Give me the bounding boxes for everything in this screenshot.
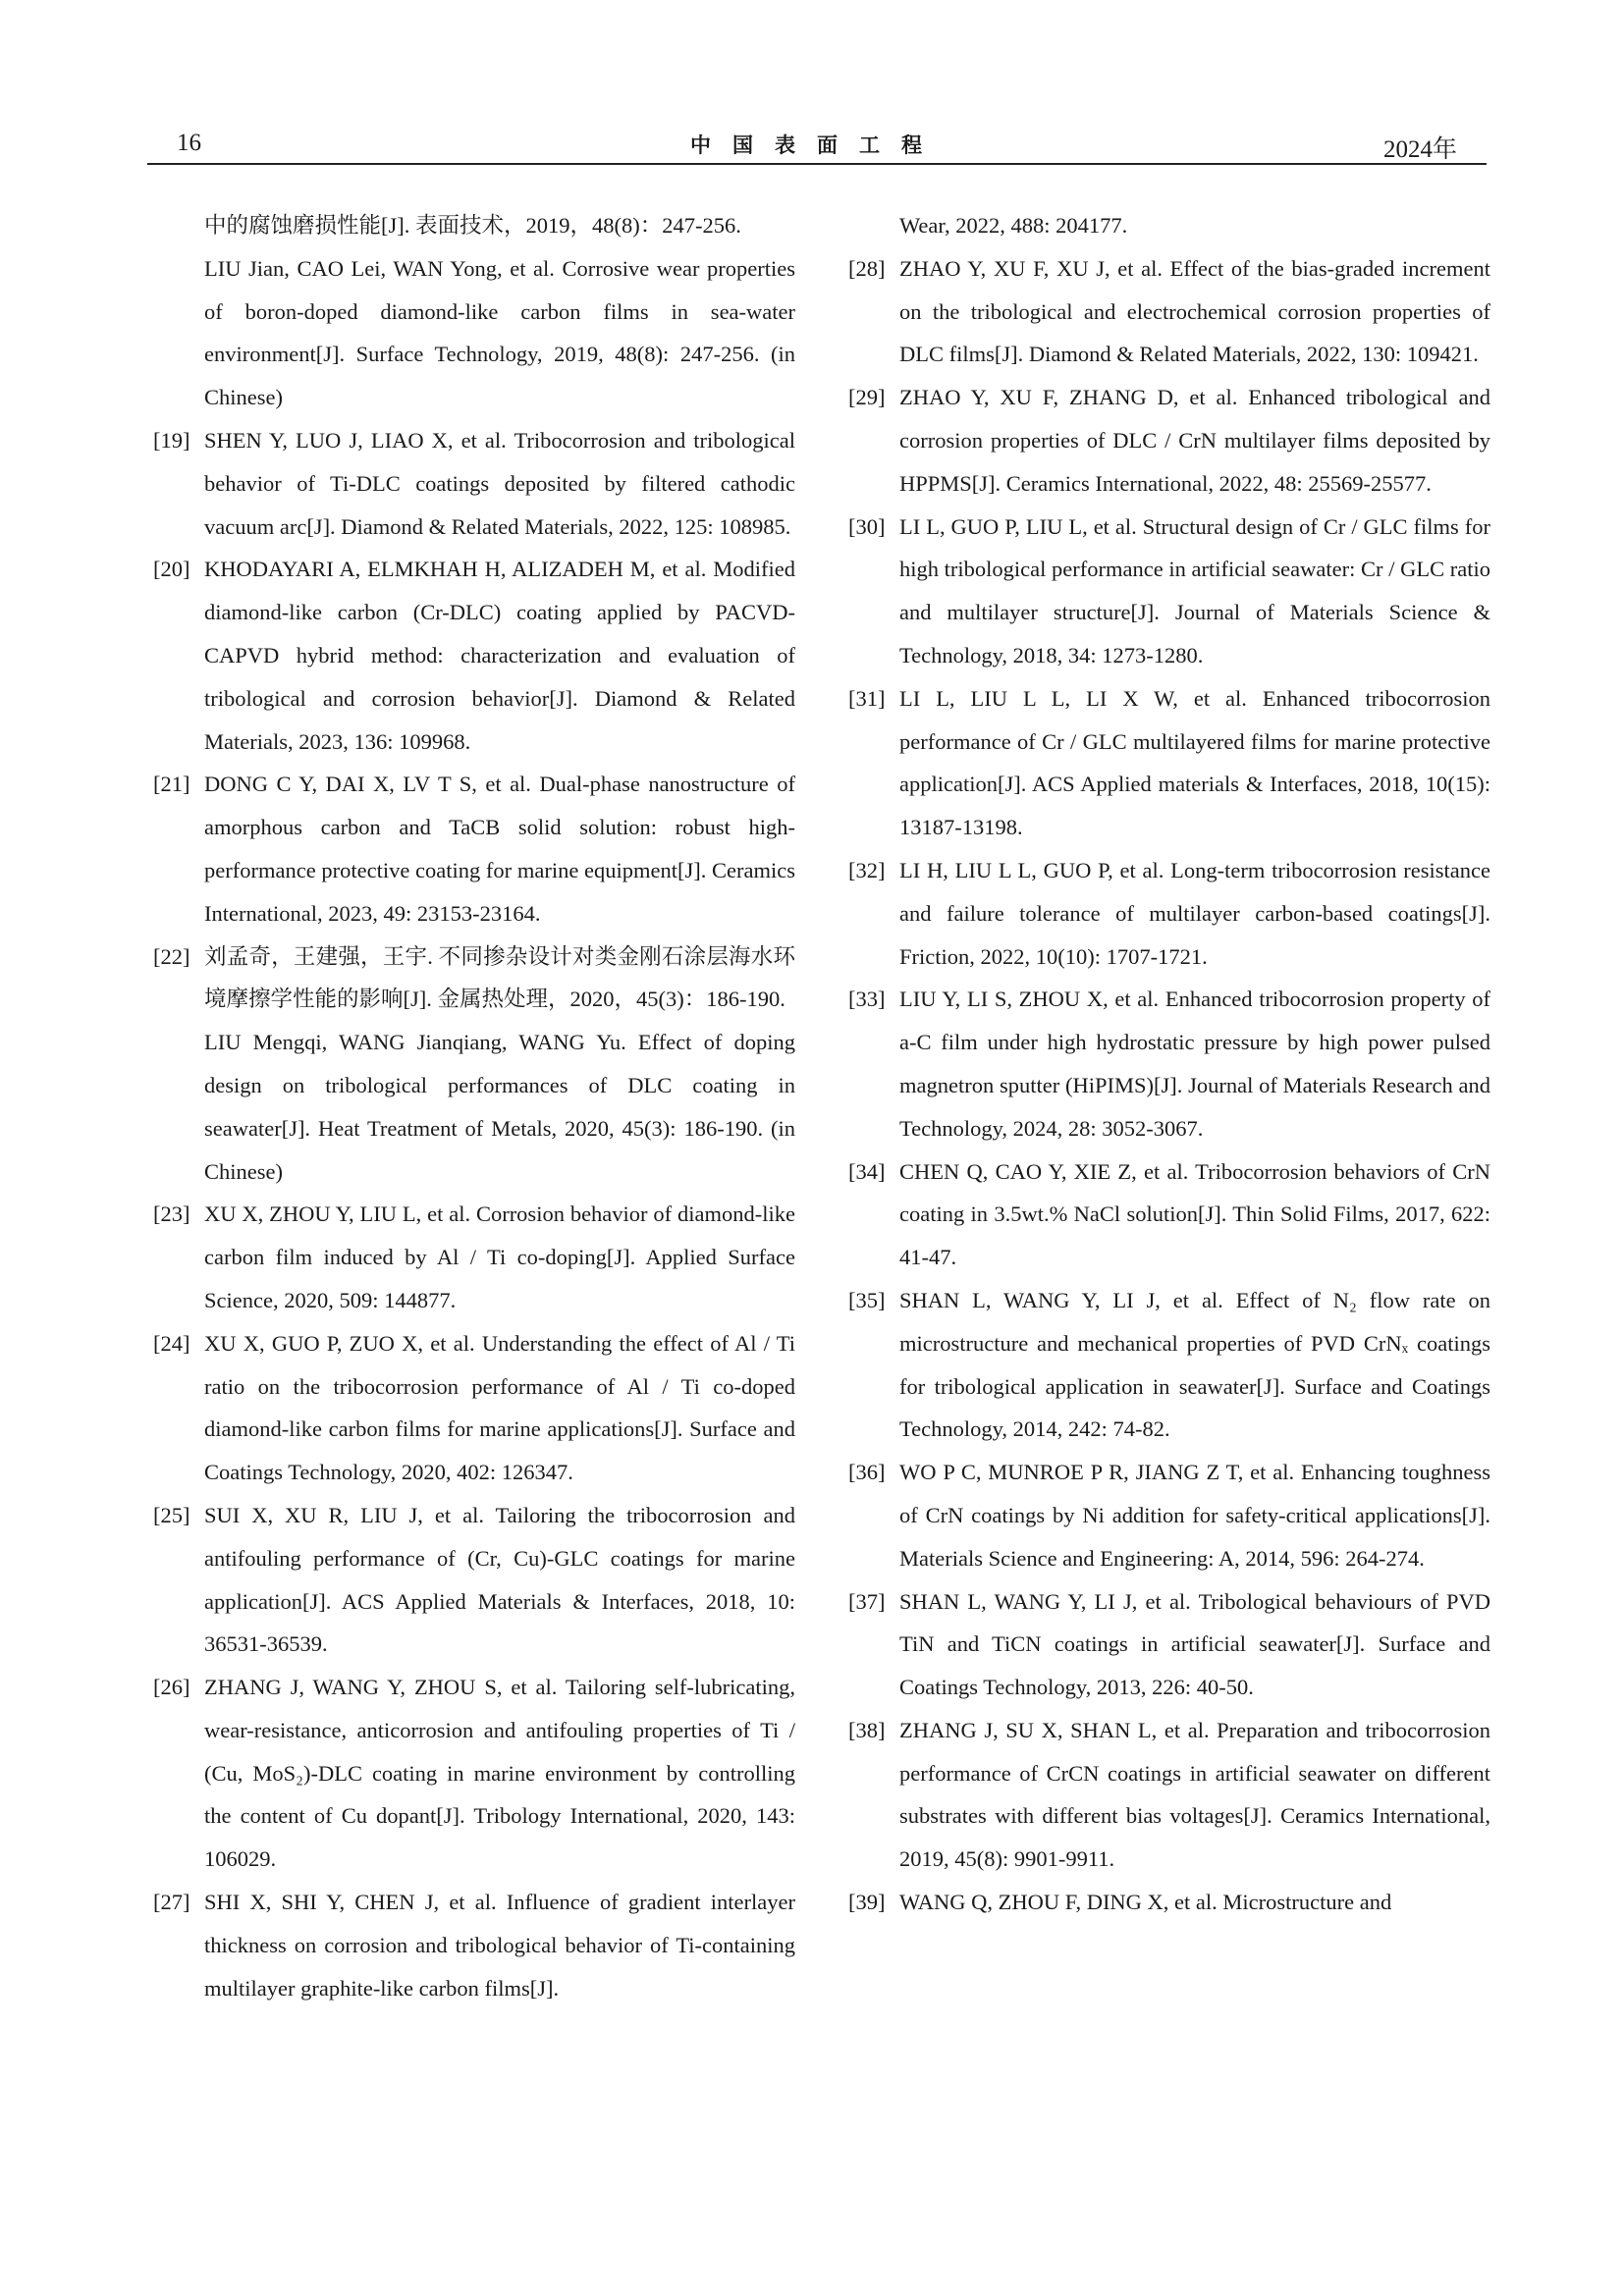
reference-number: [20]: [153, 557, 190, 582]
reference-entry: [842, 506, 1490, 677]
reference-entry: [842, 1580, 1490, 1709]
reference-number: [37]: [848, 1588, 886, 1614]
reference-number: [27]: [153, 1890, 190, 1915]
reference-text: ZHAO Y, XU F, ZHANG D, et al. Enhanced tribological and corrosion properties of DLC / CrN multilayer films deposited by HPPMS[J]. Ceramics International, 2022, 48: 25569-25577.: [899, 385, 1490, 496]
reference-number: [24]: [153, 1330, 190, 1356]
reference-number: [21]: [153, 772, 190, 797]
reference-entry: [147, 1322, 795, 1494]
reference-text: LIU Y, LI S, ZHOU X, et al. Enhanced tribocorrosion property of a-C film under high hydrostatic pressure by high power pulsed magnetron sputter (HiPIMS)[J]. Journal of Materials Research and Technology, 2024, 28: 3052-3067.: [899, 987, 1490, 1141]
reference-number: [38]: [848, 1717, 886, 1742]
reference-entry: [842, 247, 1490, 376]
header-rule: [147, 163, 1487, 165]
reference-entry: [842, 849, 1490, 978]
left-column: [147, 204, 795, 2009]
reference-number: [23]: [153, 1201, 190, 1227]
reference-text: ZHANG J, SU X, SHAN L, et al. Preparation and tribocorrosion performance of CrCN coatings in artificial seawater on different substrates with different bias voltages[J]. Ceramics International, 2019, 45(8): 9901-9911.: [899, 1717, 1490, 1872]
reference-text: ZHANG J, WANG Y, ZHOU S, et al. Tailoring self-lubricating, wear-resistance, anticorrosion and antifouling properties of Ti / (Cu, MoS₂)-DLC coating in marine environment by controlling the content of Cu dopant[J]. Tribology International, 2020, 143: 106029.: [204, 1675, 795, 1872]
reference-text: DONG C Y, DAI X, LV T S, et al. Dual-phase nanostructure of amorphous carbon and TaCB solid solution: robust high-performance protective coating for marine equipment[J]. Ceramics International, 2023, 49: 23153-23164.: [204, 772, 795, 926]
reference-text: XU X, GUO P, ZUO X, et al. Understanding the effect of Al / Ti ratio on the tribocorrosion performance of Al / Ti co-doped diamond-like carbon films for marine applications[J]. Surface and Coatings Technology, 2020, 402: 126347.: [204, 1330, 795, 1485]
reference-entry: [842, 978, 1490, 1149]
reference-entry: [842, 1881, 1490, 1924]
reference-entry: [842, 1150, 1490, 1279]
reference-number: [36]: [848, 1460, 886, 1485]
issue-year: 2024年: [1382, 136, 1457, 163]
reference-entry: [842, 1279, 1490, 1451]
reference-number: [32]: [848, 857, 886, 882]
reference-number: [39]: [848, 1890, 886, 1915]
reference-number: [29]: [848, 385, 886, 410]
reference-text: WO P C, MUNROE P R, JIANG Z T, et al. Enhancing toughness of CrN coatings by Ni addition for safety-critical applications[J]. Materials Science and Engineering: A, 2014, 596: 264-274.: [899, 1460, 1490, 1571]
journal-title: 中国表面工程: [690, 133, 944, 157]
reference-text: WANG Q, ZHOU F, DING X, et al. Microstructure and: [899, 1890, 1392, 1915]
reference-text: KHODAYARI A, ELMKHAH H, ALIZADEH M, et al. Modified diamond-like carbon (Cr-DLC) coating applied by PACVD-CAPVD hybrid method: characterization and evaluation of tribological and corrosion behavior[J]. Diamond & Related Materials, 2023, 136: 109968.: [204, 557, 795, 754]
reference-text: SHAN L, WANG Y, LI J, et al. Effect of N₂ flow rate on microstructure and mechanical properties of PVD CrNₓ coatings for tribological application in seawater[J]. Surface and Coatings Technology, 2014, 242: 74-82.: [899, 1287, 1490, 1442]
reference-number: [35]: [848, 1287, 886, 1312]
page-number: 16: [177, 130, 201, 156]
reference-number: [31]: [848, 685, 886, 711]
reference-entry: [147, 1193, 795, 1321]
reference-text: LI L, GUO P, LIU L, et al. Structural design of Cr / GLC films for high tribological performance in artificial seawater: Cr / GLC ratio and multilayer structure[J]. Journal of Materials Science & Technology, 2018, 34: 1273-1280.: [899, 513, 1490, 667]
reference-entry: [842, 204, 1490, 247]
reference-number: [26]: [153, 1675, 190, 1700]
reference-number: [33]: [848, 987, 886, 1012]
reference-entry: [147, 204, 795, 419]
reference-text: XU X, ZHOU Y, LIU L, et al. Corrosion behavior of diamond-like carbon film induced by Al / Ti co-doping[J]. Applied Surface Science, 2020, 509: 144877.: [204, 1201, 795, 1312]
reference-entry: [842, 1709, 1490, 1881]
reference-entry: [147, 935, 795, 1194]
reference-entry: [147, 1881, 795, 2009]
reference-entry: [147, 1494, 795, 1666]
reference-entry: [147, 763, 795, 934]
reference-text: SHAN L, WANG Y, LI J, et al. Tribological behaviours of PVD TiN and TiCN coatings in artificial seawater[J]. Surface and Coatings Technology, 2013, 226: 40-50.: [899, 1588, 1490, 1700]
reference-text: 刘孟奇，王建强，王宇. 不同掺杂设计对类金刚石涂层海水环境摩擦学性能的影响[J]. 金属热处理，2020，45(3)：186-190.: [204, 943, 795, 1012]
reference-text: ZHAO Y, XU F, XU J, et al. Effect of the bias-graded increment on the tribological and electrochemical corrosion properties of DLC films[J]. Diamond & Related Materials, 2022, 130: 109421.: [899, 255, 1490, 367]
reference-text: LIU Jian, CAO Lei, WAN Yong, et al. Corrosive wear properties of boron-doped diamond-like carbon films in sea-water environment[J]. Surface Technology, 2019, 48(8): 247-256. (in Chinese): [204, 255, 795, 410]
reference-entry: [842, 1451, 1490, 1579]
reference-number: [30]: [848, 513, 886, 539]
reference-number: [25]: [153, 1502, 190, 1527]
reference-entry: [842, 376, 1490, 505]
reference-entry: [147, 548, 795, 763]
reference-text: SHEN Y, LUO J, LIAO X, et al. Tribocorrosion and tribological behavior of Ti-DLC coatings deposited by filtered cathodic vacuum arc[J]. Diamond & Related Materials, 2022, 125: 108985.: [204, 427, 795, 539]
right-column: [842, 204, 1490, 1924]
reference-text: LIU Mengqi, WANG Jianqiang, WANG Yu. Effect of doping design on tribological performances of DLC coating in seawater[J]. Heat Treatment of Metals, 2020, 45(3): 186-190. (in Chinese): [204, 1030, 795, 1184]
reference-number: [28]: [848, 255, 886, 281]
reference-entry: [842, 677, 1490, 849]
reference-number: [19]: [153, 427, 190, 453]
reference-text: LI L, LIU L L, LI X W, et al. Enhanced tribocorrosion performance of Cr / GLC multilayered films for marine protective application[J]. ACS Applied materials & Interfaces, 2018, 10(15): 13187-13198.: [899, 685, 1490, 840]
reference-number: [22]: [153, 943, 190, 969]
reference-text: SHI X, SHI Y, CHEN J, et al. Influence of gradient interlayer thickness on corrosion and tribological behavior of Ti-containing multilayer graphite-like carbon films[J].: [204, 1890, 795, 2001]
reference-text: CHEN Q, CAO Y, XIE Z, et al. Tribocorrosion behaviors of CrN coating in 3.5wt.% NaCl solution[J]. Thin Solid Films, 2017, 622: 41-47.: [899, 1158, 1490, 1270]
reference-entry: [147, 419, 795, 548]
reference-number: [34]: [848, 1158, 886, 1184]
reference-entry: [147, 1666, 795, 1881]
reference-text: LI H, LIU L L, GUO P, et al. Long-term tribocorrosion resistance and failure tolerance of multilayer carbon-based coatings[J]. Friction, 2022, 10(10): 1707-1721.: [899, 857, 1490, 969]
reference-text: 中的腐蚀磨损性能[J]. 表面技术，2019，48(8)：247-256.: [204, 213, 741, 238]
reference-text: SUI X, XU R, LIU J, et al. Tailoring the tribocorrosion and antifouling performance of (Cr, Cu)-GLC coatings for marine application[J]. ACS Applied Materials & Interfaces, 2018, 10: 36531-36539.: [204, 1502, 795, 1657]
reference-text: Wear, 2022, 488: 204177.: [899, 213, 1128, 238]
